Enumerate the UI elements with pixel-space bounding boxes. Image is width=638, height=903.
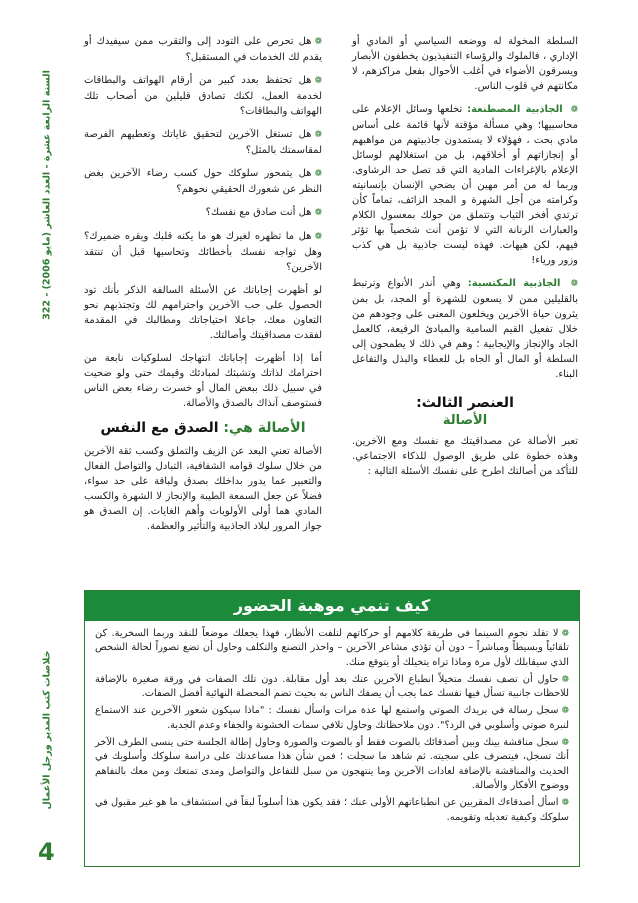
paragraph-text: وهي أندر الأنواع وترتبط بالقليلين ممن لا يسعون للشهرة أو المجد، بل بمن يثرون حياة الآخرين ويخلعون المعنى على وجودهم من خلال تفعيل القيم السامية والمبادئ الرفيعة، كالعمل الجاد والإنجاز والإيجابية ؛ وهم في ذلك لا يطمحون إلى السلطة أو المال أو الجاه بل للعطاء والبذل والتفاعل البناء. — [352, 278, 578, 380]
paragraph — [352, 102, 578, 268]
issue-info: السنة الرابعة عشرة - العدد العاشر (مايو 2006) - 322 — [41, 70, 53, 320]
paragraph: السلطة المخولة له ووضعه السياسي أو المادي أو الإداري ، فالملوك والرؤساء التنفيذيون يخطفون الأبصار ويسرقون الأضواء في أغلب الأحوال بفعل مراكزهم، لا مكانتهم في قلوب الناس. — [352, 36, 578, 92]
tip-item — [95, 736, 569, 793]
paragraph — [352, 276, 578, 382]
tip-item — [95, 704, 569, 733]
publication-name: خلاصات كتب المدير ورجل الأعمال — [41, 650, 53, 810]
bullet-icon: ❁ — [561, 798, 569, 809]
question-text: هل ما تظهره لغيرك هو ما يكنه قلبك ويقره ضميرك؟ وهل تواجه نفسك بأخطائك وتحاسبها قبل أن تنتقد الآخرين؟ — [84, 231, 322, 273]
question-item — [84, 73, 322, 119]
question-item — [84, 34, 322, 65]
paragraph: الأصالة تعني البعد عن الزيف والتملق وكسب ثقة الآخرين من خلال سلوك قوامه الشفافية، التبادل والتواصل الفعال والتعبير عما يدور بداخلك بصدق ولباقة على حد سواء، فضلاً عن جعل السمعة الطيبة والإنجاز لا الشهرة والكسب المادي هما أولى الأولويات وأهم الغايات. إن الصدق هو جواز المرور لبلاد الجاذبية والتأثير والعظمة. — [84, 446, 322, 532]
section-subtitle: الأصالة — [442, 413, 488, 428]
bullet-icon: ❁ — [314, 208, 322, 218]
question-text: هل تحتفظ بعدد كبير من أرقام الهواتف والبطاقات لخدمة العمل، لكنك تصادق قليلين من أصحاب تلك الهواتف والبطاقات؟ — [84, 75, 322, 117]
tips-box-body — [85, 621, 579, 834]
bullet-icon: ❁ — [561, 738, 569, 749]
heading-green: الأصالة هي: — [223, 420, 306, 436]
running-header — [38, 30, 56, 360]
bullet-icon: ❁ — [561, 674, 569, 685]
term: الجاذبية المصطنعة: — [467, 104, 563, 115]
question-text: هل يتمحور سلوكك حول كسب رضاء الآخرين بغض النظر عن شعورك الحقيقي نحوهم؟ — [84, 168, 322, 195]
question-text: هل أنت صادق مع نفسك؟ — [205, 207, 312, 218]
tips-box — [84, 590, 580, 867]
heading-black: الصدق مع النفس — [100, 420, 224, 436]
publication-name-band — [38, 620, 56, 840]
bullet-icon: ❁ — [314, 232, 322, 242]
bullet-icon: ❁ — [570, 279, 578, 289]
question-item — [84, 229, 322, 275]
tip-item — [95, 627, 569, 670]
question-item — [84, 205, 322, 221]
question-item — [84, 127, 322, 158]
bullet-icon: ❁ — [561, 706, 569, 717]
question-item — [84, 166, 322, 197]
bullet-icon: ❁ — [570, 105, 578, 115]
tip-text: لا تقلد نجوم السينما في طريقة كلامهم أو حركاتهم لتلفت الأنظار، فهذا يجعلك موضعاً للنقد وربما السخرية. كن تلقائياً وبسيطاً ومباشراً – دون أن تؤذي مشاعر الآخرين – واحذر التصنع والتكلف وحاول أن تضع تصوراً لحالة الشخص الذي سيقابلك لأول مرة وماذا تراه يتخيلك أو يتوقع منك. — [95, 628, 569, 668]
paragraph: تعبر الأصالة عن مصداقيتك مع نفسك ومع الآخرين. وهذه خطوة على طريق الوصول للذكاء الاجتماعي. للتأكد من أصالتك اطرح على نفسك الأسئلة التالية : — [352, 436, 578, 477]
bullet-icon: ❁ — [314, 169, 322, 179]
paragraph-text: تخلعها وسائل الإعلام على محاسبيها؛ وهي مسألة مؤقتة لأنها قائمة على أساس مادي بحت ، فهؤلاء لا يستمدون جاذبيتهم من مواهبهم أو إنجازاتهم أو أخلاقهم، بل من استغلالهم لوسائل الإعلام بالإغراءات المادية التي قد تصل حد الرشاوى. وربما له من أمر مهين أن يضحي الإنسان بإنسانيته وكرامته من أجل الشهرة و المجد الزائف، تماماً كأن ترتدي أفخر الثياب وتتملق من حولك بمعسول الكلام والعبارات الرنانة التي لا تؤمن أنت شخصياً بها تؤثر فيهم، لكن هيهات. فهذه ليست جاذبية بل هي كذب وزور ورياء! — [352, 104, 578, 266]
tip-text: سجل مناقشة بينك وبين أصدقائك بالصوت فقط أو بالصوت والصورة وحاول إطالة الجلسة حتى ينسى الطرف الآخر أنك تسجل، فيتصرف على سجيته. ثم شاهد ما سجلت ؛ فمن شأن هذا مساعدتك على دراسة سلوكك وأسلوبك في الحديث والمناقشة بالإضافة لعادات الآخرين وما ينتهجون من سبل للتفاعل والتواصل ومدى تمتعك ومن معك بالتفاهم ووضوح الأفكار والأصالة. — [95, 737, 569, 791]
paragraph: لو أظهرت إجاباتك عن الأسئلة السالفة الذكر بأنك تود الحصول على حب الآخرين واحترامهم لك وتجتذبهم نحو التعاون معك، جاعلا احتياجاتك ومطالبك في المقدمة لفقدت مصداقيتك وأصالتك. — [84, 285, 322, 341]
left-column — [84, 34, 322, 542]
section-heading — [84, 421, 322, 436]
tip-text: اسأل أصدقاءك المقربين عن انطباعاتهم الأولى عنك ؛ فقد يكون هذا أسلوباً لبقاً في استشفاف ما هو غير مقبول في سلوكك وكيفية تعديله وتقويمه. — [95, 797, 569, 823]
tip-text: حاول أن تصف نفسك متخيلاً انطباع الآخرين عنك بعد أول مقابلة. دون تلك الصفات في ورقة صغيرة بالإضافة للاحظات جانبية تسأل فيها نفسك عما يجب أن يصفك الناس به بحيث تضم المحصلة النهائية أفضل الصفات. — [95, 673, 569, 700]
term: الجاذبية المكتسبة: — [467, 278, 561, 289]
bullet-icon: ❁ — [314, 76, 322, 86]
tip-text: سجل رسالة في بريدك الصوتي واستمع لها عدة مرات واسأل نفسك : "ماذا سيكون شعور الآخرين عند الاستماع لنبرة صوتي وأسلوبي في الرد؟". دون ملاحظاتك وحاول تلافي سمات الخشونة والجفاء وعدم الجدية. — [95, 705, 569, 731]
bullet-icon: ❁ — [314, 37, 322, 47]
bullet-icon: ❁ — [314, 130, 322, 140]
tip-item — [95, 673, 569, 702]
tip-item — [95, 796, 569, 825]
question-text: هل تحرص على التودد إلى والتقرب ممن سيفيدك أو يقدم لك الخدمات في المستقبل؟ — [84, 36, 322, 63]
paragraph: أما إذا أظهرت إجاباتك انتهاجك لسلوكيات نابعة من احترامك لذاتك وتشبثك لمبادئك وقيمك حتى ولو ضحيت في سبيل ذلك ببعض المال أو خسرت رضاء بعض الناس فستوصف آنذاك بالصدق والأصالة. — [84, 353, 322, 409]
page-number: 4 — [38, 838, 55, 866]
right-column — [352, 34, 578, 487]
question-text: هل تستغل الآخرين لتحقيق غاياتك وتعطيهم الفرصة لمقاسمتك بالمثل؟ — [84, 129, 322, 156]
section-title: العنصر الثالث: — [416, 395, 514, 411]
bullet-icon: ❁ — [561, 629, 569, 639]
tips-box-title: كيف تنمي موهبة الحضور — [85, 591, 579, 621]
